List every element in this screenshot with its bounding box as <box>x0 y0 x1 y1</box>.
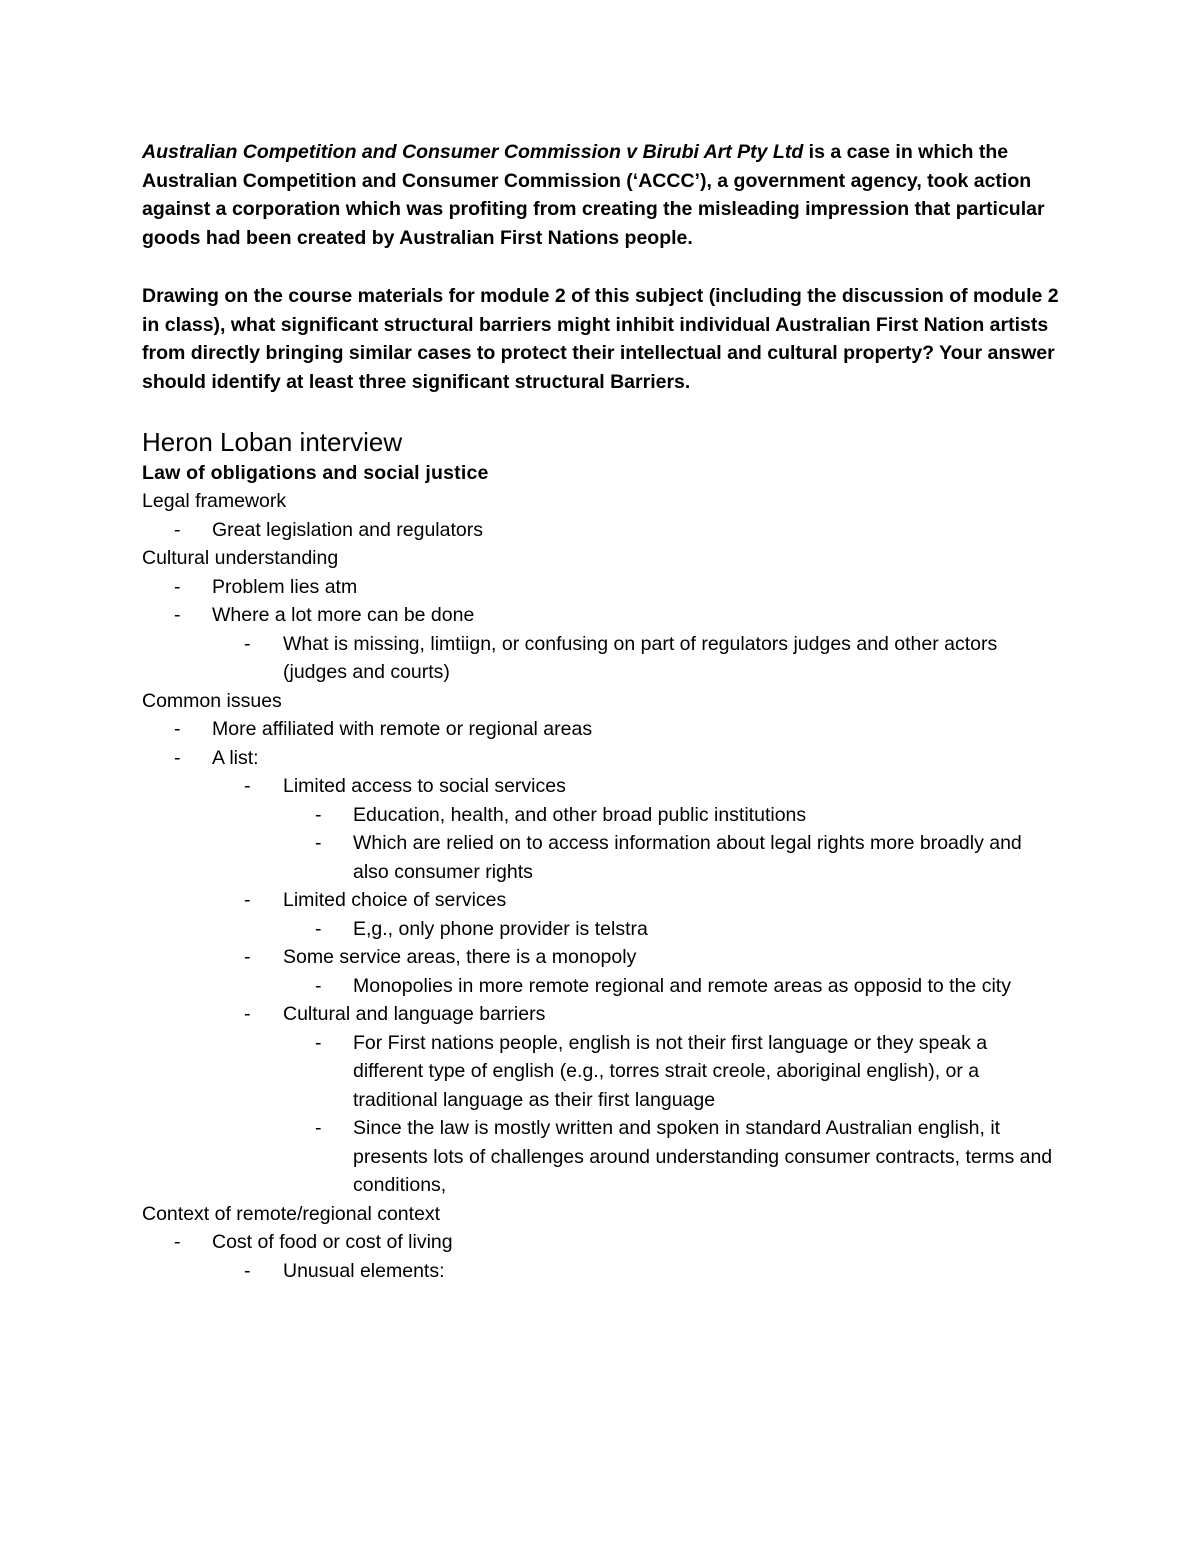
list-item <box>142 886 1062 915</box>
note-heading <box>142 687 1062 716</box>
bullet-dash: - <box>174 575 181 598</box>
bullet-dash: - <box>244 1003 251 1026</box>
list-item-text: For First nations people, english is not their first language or they speak a different type of english (e.g., torres strait creole, aboriginal english), or a traditional language as their first language <box>353 1031 988 1111</box>
list-item-text: Common issues <box>142 689 282 712</box>
list-item <box>142 943 1062 972</box>
list-item <box>142 772 1062 801</box>
bullet-dash: - <box>174 746 181 769</box>
bullet-dash: - <box>315 974 322 997</box>
intro-paragraph <box>142 138 1062 253</box>
list-item-text: E,g., only phone provider is telstra <box>353 917 648 940</box>
bullet-dash: - <box>174 718 181 741</box>
bullet-dash: - <box>244 889 251 912</box>
section-subheading: Law of obligations and social justice <box>142 461 489 484</box>
list-item <box>142 1114 1062 1200</box>
list-item <box>142 630 1062 687</box>
list-item-text: Problem lies atm <box>212 575 358 598</box>
list-item-text: Since the law is mostly written and spoken in standard Australian english, it presents lots of challenges around understanding consumer contracts, terms and conditions, <box>353 1117 1053 1197</box>
case-name: Australian Competition and Consumer Commission v Birubi Art Pty Ltd <box>142 141 804 163</box>
list-item-text: Cultural and language barriers <box>283 1003 546 1026</box>
note-heading <box>142 487 1062 516</box>
list-item-text: Great legislation and regulators <box>212 518 483 541</box>
bullet-dash: - <box>244 946 251 969</box>
bullet-dash: - <box>244 1259 251 1282</box>
list-item <box>142 1029 1062 1115</box>
bullet-dash: - <box>315 832 322 855</box>
list-item-text: A list: <box>212 746 259 769</box>
list-item-text: Limited access to social services <box>283 775 566 798</box>
bullet-dash: - <box>244 775 251 798</box>
list-item-text: Which are relied on to access information about legal rights more broadly and also consumer rights <box>353 832 1022 883</box>
question-paragraph: Drawing on the course materials for module 2 of this subject (including the discussion of module 2 in class), what significant structural barriers might inhibit individual Australian First Nation artists from directly bringing similar cases to protect their intellectual and cultural property? Your answer should identify at least three significant structural Barriers. <box>142 284 1059 393</box>
bullet-dash: - <box>244 632 251 655</box>
list-item-text: Legal framework <box>142 490 287 513</box>
list-item-text: Cultural understanding <box>142 547 339 570</box>
list-item-text: Cost of food or cost of living <box>212 1231 453 1254</box>
list-item <box>142 829 1062 886</box>
bullet-dash: - <box>174 518 181 541</box>
document-page <box>142 138 1062 1285</box>
list-item-text: What is missing, limtiign, or confusing on part of regulators judges and other actors (judges and courts) <box>283 632 998 684</box>
bullet-dash: - <box>315 1117 322 1140</box>
intro-text: is a case in which the Australian Competition and Consumer Commission (‘ACCC’), a government agency, took action against a corporation which was profiting from creating the misleading impression that particular goods had been created by Australian First Nations people. <box>142 141 1045 250</box>
list-item-text: Where a lot more can be done <box>212 604 475 627</box>
list-item-text: Unusual elements: <box>283 1259 445 1282</box>
bullet-dash: - <box>174 1231 181 1254</box>
paragraph-spacer <box>142 253 1062 282</box>
list-item <box>142 915 1062 944</box>
bullet-dash: - <box>315 803 322 826</box>
list-item <box>142 1257 1062 1286</box>
bullet-dash: - <box>174 604 181 627</box>
list-item <box>142 801 1062 830</box>
bullet-dash: - <box>315 917 322 940</box>
list-item-text: Monopolies in more remote regional and remote areas as opposid to the city <box>353 974 1011 997</box>
list-item <box>142 601 1062 630</box>
list-item-text: Context of remote/regional context <box>142 1202 441 1225</box>
section-heading: Heron Loban interview <box>142 426 403 457</box>
notes-outline <box>142 487 1062 1285</box>
list-item <box>142 573 1062 602</box>
bullet-dash: - <box>315 1031 322 1054</box>
note-heading <box>142 544 1062 573</box>
list-item <box>142 744 1062 773</box>
list-item-text: More affiliated with remote or regional areas <box>212 718 593 741</box>
list-item-text: Some service areas, there is a monopoly <box>283 946 637 969</box>
list-item-text: Limited choice of services <box>283 889 507 912</box>
note-heading <box>142 1200 1062 1229</box>
list-item <box>142 715 1062 744</box>
list-item <box>142 516 1062 545</box>
list-item <box>142 1228 1062 1257</box>
list-item <box>142 1000 1062 1029</box>
list-item <box>142 972 1062 1001</box>
list-item-text: Education, health, and other broad public institutions <box>353 803 807 826</box>
